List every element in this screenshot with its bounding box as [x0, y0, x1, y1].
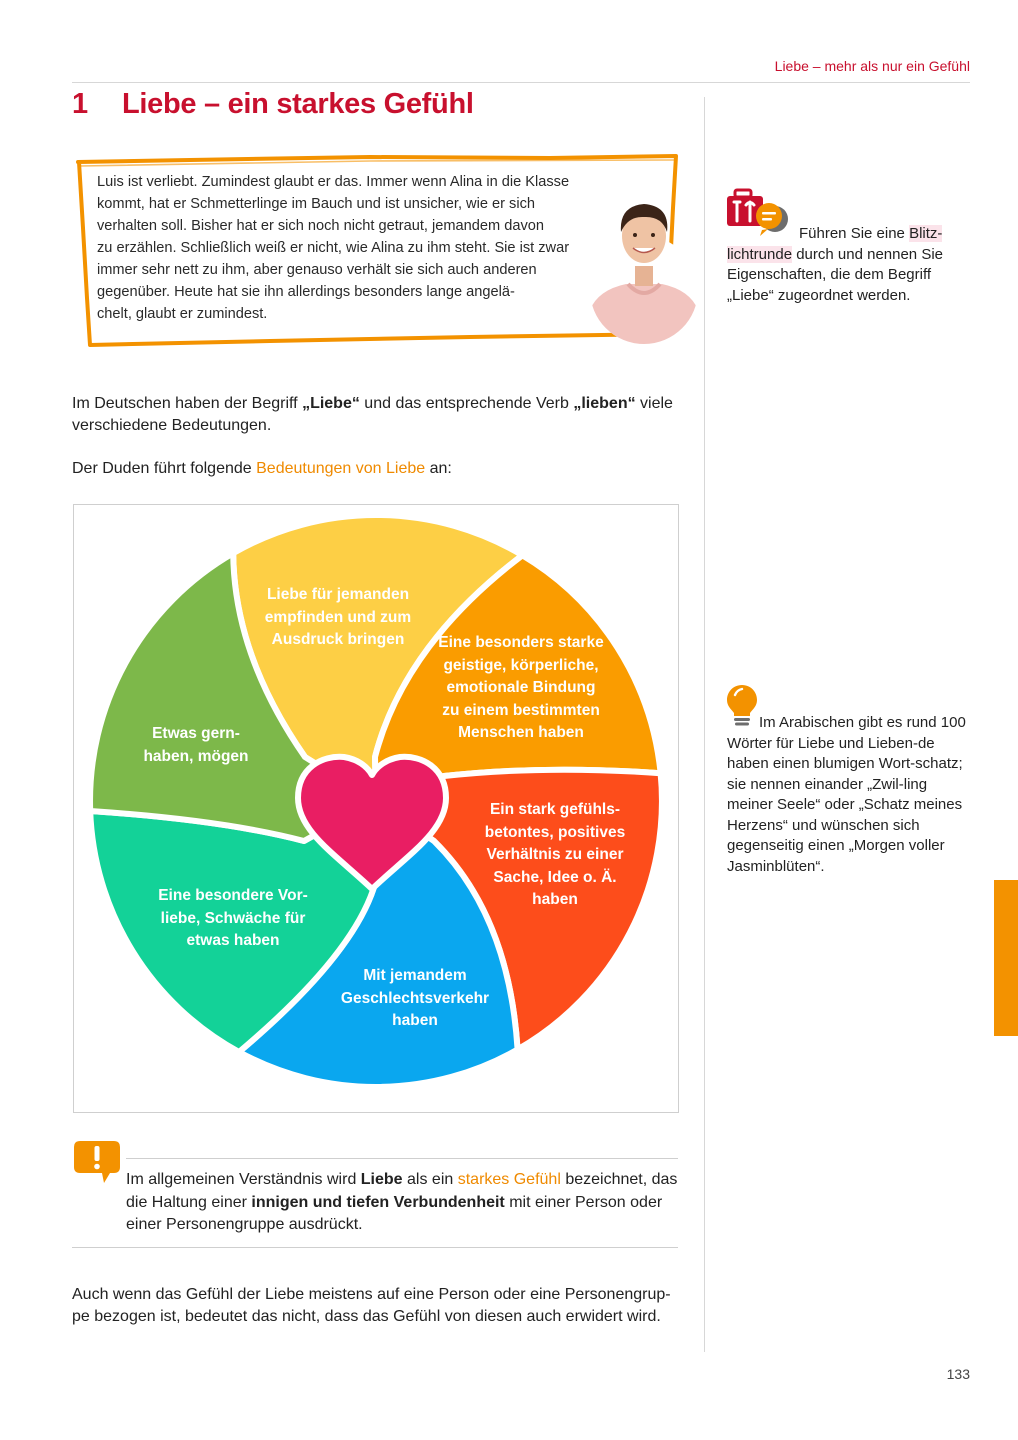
closing-paragraph: [72, 1284, 682, 1327]
story-text: [97, 171, 587, 325]
intro-text: viele verschiedene Bedeutungen.: [72, 395, 673, 434]
task-highlight: Blitz-lichtrunde: [727, 225, 943, 263]
running-header: Liebe – mehr als nur ein Gefühl: [774, 58, 970, 74]
segment-label-teal: [148, 885, 318, 953]
info-top-divider: [126, 1158, 678, 1159]
exclamation-speech-icon: [72, 1139, 122, 1185]
segment-line: Sache, Idee o. Ä.: [493, 868, 617, 886]
task-text: Führen Sie eine: [799, 225, 910, 242]
story-line: immer sehr nett zu ihm, aber genauso verhält sie sich auch anderen: [97, 262, 537, 278]
definition-text: [126, 1169, 686, 1237]
definition-segment: mit einer Person oder einer Personengruppe ausdrückt.: [126, 1193, 663, 1233]
segment-line: empfinden und zum: [264, 608, 412, 626]
duden-paragraph: [72, 458, 682, 480]
chapter-number: 1: [72, 88, 88, 120]
task-text: durch und nennen Sie Eigenschaften, die dem Begriff „Liebe“ zugeordnet werden.: [727, 245, 943, 304]
intro-paragraph: [72, 393, 682, 436]
segment-line: Eine besonders starke: [438, 634, 604, 651]
page-number: 133: [946, 1366, 970, 1382]
segment-label-blue: [330, 965, 500, 1033]
segment-line: Ausdruck bringen: [271, 631, 405, 648]
chapter-tab: [994, 880, 1018, 1036]
segment-line: Mit jemandem: [363, 967, 467, 984]
segment-line: emotionale Bindung: [446, 679, 596, 696]
segment-line: liebe, Schwäche für: [160, 909, 306, 927]
segment-label-green: [128, 723, 264, 768]
story-line: gegenüber. Heute hat sie ihn allerdings besonders lange angelä-: [97, 284, 515, 300]
header-divider: [72, 82, 970, 83]
definition-segment: Im allgemeinen Verständnis wird: [126, 1171, 361, 1188]
fact-text: [727, 713, 972, 877]
segment-label-yellow: [250, 584, 426, 652]
intro-text: Im Deutschen haben der Begriff: [72, 395, 303, 412]
segment-label-orange: [425, 632, 617, 745]
segment-line: betontes, positives: [484, 823, 626, 841]
story-line: verhalten soll. Bisher hat er sich noch nicht getraut, jemandem davon: [97, 218, 544, 234]
story-line: Luis ist verliebt. Zumindest glaubt er das. Immer wenn Alina in die Klasse: [97, 174, 570, 190]
segment-line: Eine besondere Vor-: [158, 887, 308, 904]
story-line: chelt, glaubt er zumindest.: [97, 306, 268, 322]
chapter-title: Liebe – ein starkes Gefühl: [122, 88, 474, 120]
segment-line: geistige, körperliche,: [443, 656, 599, 674]
segment-line: Menschen haben: [458, 724, 584, 741]
intro-text: und das entsprechende Verb: [359, 395, 574, 412]
segment-line: haben: [392, 1012, 438, 1029]
segment-line: Etwas gern-: [152, 725, 240, 742]
definition-segment: als ein: [402, 1171, 458, 1188]
segment-line: Liebe für jemanden: [266, 586, 410, 603]
closing-line: pe bezogen ist, bedeutet das nicht, dass das Gefühl von diesen auch erwidert wird.: [72, 1307, 661, 1325]
segment-line: Ein stark gefühls-: [489, 801, 621, 818]
story-line: zu erzählen. Schließlich weiß er nicht, wie Alina zu ihm steht. Sie ist zwar: [97, 240, 570, 256]
definition-highlight: starkes Gefühl: [457, 1171, 561, 1188]
segment-line: Verhältnis zu einer: [486, 846, 624, 863]
segment-line: haben: [532, 891, 578, 908]
column-divider: [704, 97, 705, 1352]
definition-bold: innigen und tiefen Verbundenheit: [251, 1193, 505, 1211]
segment-line: haben, mögen: [143, 747, 249, 765]
segment-line: etwas haben: [186, 932, 280, 949]
segment-line: Geschlechtsverkehr: [340, 989, 490, 1007]
definition-bold: Liebe: [360, 1171, 403, 1188]
duden-text: Der Duden führt folgende: [72, 460, 257, 477]
duden-text: an:: [425, 460, 452, 477]
task-instruction: [727, 224, 972, 306]
segment-label-red: [470, 799, 640, 912]
student-photo: [588, 198, 700, 344]
meanings-highlight: Bedeutungen von Liebe: [256, 460, 426, 477]
fact-content: Im Arabischen gibt es rund 100 Wörter für Liebe und Lieben-de haben einen blumigen Wort-schatz; sie nennen einander „Zwil-ling meiner Seele“ oder „Schatz meines Herzens“ und wünschen sich gegenseitig einen „Morgen voller Jasminblüten“.: [727, 714, 966, 875]
info-bottom-divider: [72, 1247, 678, 1248]
definition-segment: bezeichnet, das die Haltung einer: [126, 1171, 678, 1211]
chapter-heading: [72, 88, 474, 121]
story-line: kommt, hat er Schmetterlinge im Bauch und ist unsicher, wie er sich: [97, 196, 535, 212]
closing-line: Auch wenn das Gefühl der Liebe meistens auf eine Person oder eine Personengrup-: [72, 1286, 671, 1303]
term-lieben: „lieben“: [573, 395, 636, 412]
segment-line: zu einem bestimmten: [442, 701, 600, 719]
term-liebe: „Liebe“: [302, 395, 360, 412]
